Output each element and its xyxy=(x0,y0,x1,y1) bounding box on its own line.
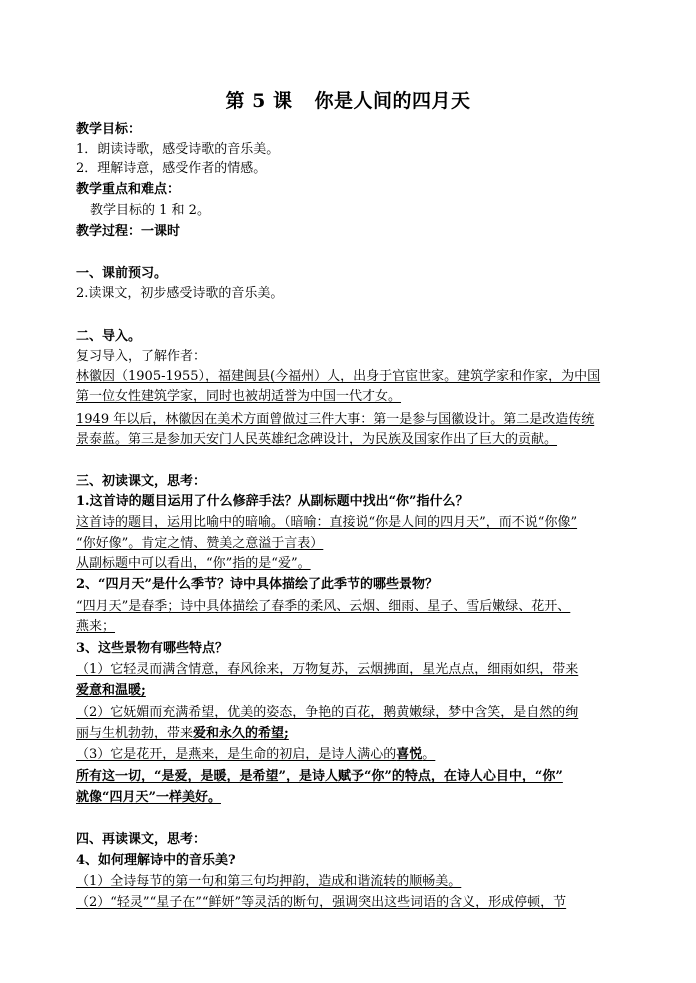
question-4: 4、如何理解诗中的音乐美? xyxy=(76,853,236,868)
answer-4-item-1: （1）全诗每节的第一句和第三句均押韵，造成和谐流转的顺畅美。 xyxy=(76,874,462,889)
answer-3-item-2-text: 丽与生机勃勃，带来 xyxy=(76,726,194,741)
answer-3-item-3-end: 。 xyxy=(422,747,436,762)
answer-3-item-3 xyxy=(76,746,435,764)
answer-3-item-1-line-1: （1）它轻灵而满含情意，春风徐来，万物复苏，云烟拂面，星光点点，细雨如织，带来 xyxy=(76,662,579,677)
answer-1-line-3: 从副标题中可以看出，“你”指的是“爱”。 xyxy=(76,556,311,571)
answer-2-line-1: “四月天”是春季；诗中具体描绘了春季的柔风、云烟、细雨、星子、雪后嫩绿、花开、 xyxy=(76,599,571,614)
question-2: 2、“四月天”是什么季节？诗中具体描绘了此季节的哪些景物？ xyxy=(76,577,439,592)
answer-3-item-1-line-2: 爱意和温暖; xyxy=(76,683,146,698)
answer-3-item-2-line-1: （2）它妩媚而充满希望，优美的姿态，争艳的百花，鹅黄嫩绿，梦中含笑，是自然的绚 xyxy=(76,705,579,720)
section-1-heading: 一、课前预习。 xyxy=(76,266,168,281)
section-4-heading: 四、再读课文，思考： xyxy=(76,832,207,847)
page-title xyxy=(0,86,696,113)
lesson-name: 你是人间的四月天 xyxy=(314,90,471,112)
answer-3-item-3-emphasis: 喜悦 xyxy=(396,747,423,762)
question-3: 3、这些景物有哪些特点？ xyxy=(76,641,229,656)
section-1-text: 2.读课文，初步感受诗歌的音乐美。 xyxy=(76,286,284,301)
author-work-line-1: 1949 年以后，林徽因在美术方面曾做过三件大事：第一是参与国徽设计。第二是改造传统 xyxy=(76,412,595,427)
lesson-number: 第 5 课 xyxy=(225,90,293,112)
focus-heading: 教学重点和难点： xyxy=(76,182,181,197)
process-heading: 教学过程：一课时 xyxy=(76,224,181,239)
goals-heading: 教学目标： xyxy=(76,122,142,137)
answer-1-line-1: 这首诗的题目，运用比喻中的暗喻。（暗喻：直接说“你是人间的四月天”，而不说“你像” xyxy=(76,515,578,530)
answer-3-item-2-line-2 xyxy=(76,725,289,743)
focus-text: 教学目标的 1 和 2。 xyxy=(90,203,210,218)
summary-line-1: 所有这一切，“是爱，是暖，是希望”，是诗人赋予“你”的特点，在诗人心目中，“你” xyxy=(76,769,563,784)
section-3-heading: 三、初读课文，思考： xyxy=(76,474,207,489)
section-2-intro: 复习导入，了解作者： xyxy=(76,349,207,364)
author-bio-line-2: 第一位女性建筑学家，同时也被胡适誉为中国一代才女。 xyxy=(76,389,402,404)
goal-item-1: 1．朗读诗歌，感受诗歌的音乐美。 xyxy=(76,142,280,157)
answer-2-line-2: 燕来； xyxy=(76,619,116,634)
answer-1-line-2: “你好像”。肯定之情、赞美之意溢于言表） xyxy=(76,536,324,551)
section-2-heading: 二、导入。 xyxy=(76,329,142,344)
author-bio-line-1: 林徽因（1905-1955），福建闽县(今福州）人，出身于官宦世家。建筑学家和作家，为中国 xyxy=(76,369,601,384)
answer-3-item-2-emphasis: 爱和永久的希望; xyxy=(193,726,289,741)
answer-3-item-3-text: （3）它是花开，是燕来，是生命的初启，是诗人满心的 xyxy=(76,747,397,762)
goal-item-2: 2．理解诗意，感受作者的情感。 xyxy=(76,161,267,176)
summary-line-2: 就像“四月天”一样美好。 xyxy=(76,790,221,805)
question-1: 1.这首诗的题目运用了什么修辞手法？从副标题中找出“你”指什么？ xyxy=(76,494,469,509)
author-work-line-2: 景泰蓝。第三是参加天安门人民英雄纪念碑设计，为民族及国家作出了巨大的贡献。 xyxy=(76,432,558,447)
answer-4-item-2: （2）“轻灵”“星子在”“鲜妍”等灵活的断句，强调突出这些词语的含义，形成停顿，节 xyxy=(76,895,567,910)
